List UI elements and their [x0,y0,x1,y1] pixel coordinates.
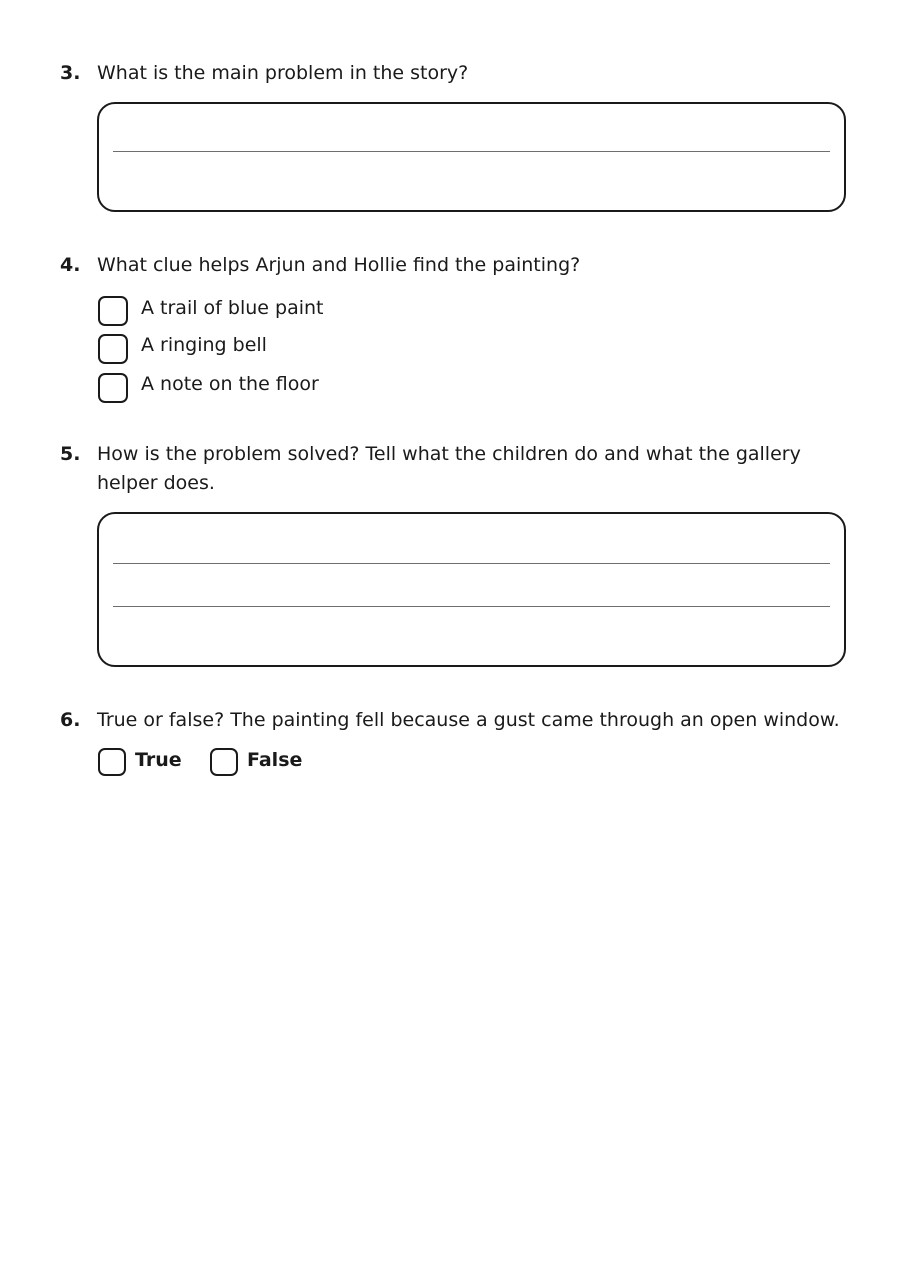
question-3-number: 3. [60,62,81,84]
question-4-number: 4. [60,254,81,276]
question-3-answer-box[interactable] [97,102,846,212]
option-label-blue-paint: A trail of blue paint [141,297,324,319]
false-checkbox[interactable] [210,748,238,776]
question-5-text: How is the problem solved? Tell what the children do and what the gallery helper does. [97,443,801,494]
question-4-text: What clue helps Arjun and Hollie find the painting? [97,254,581,276]
writing-line [113,151,830,152]
question-6-number: 6. [60,709,81,731]
true-checkbox[interactable] [98,748,126,776]
true-label: True [135,749,182,771]
question-3-text: What is the main problem in the story? [97,62,469,84]
option-checkbox-blue-paint[interactable] [98,296,128,326]
option-checkbox-ringing-bell[interactable] [98,334,128,364]
writing-line [113,606,830,607]
option-label-ringing-bell: A ringing bell [141,334,267,356]
option-label-note: A note on the floor [141,373,319,395]
question-6-text: True or false? The painting fell because a gust came through an open window. [97,709,840,731]
false-label: False [247,749,303,771]
writing-line [113,563,830,564]
option-checkbox-note[interactable] [98,373,128,403]
question-5-number: 5. [60,443,81,465]
question-5-answer-box[interactable] [97,512,846,667]
